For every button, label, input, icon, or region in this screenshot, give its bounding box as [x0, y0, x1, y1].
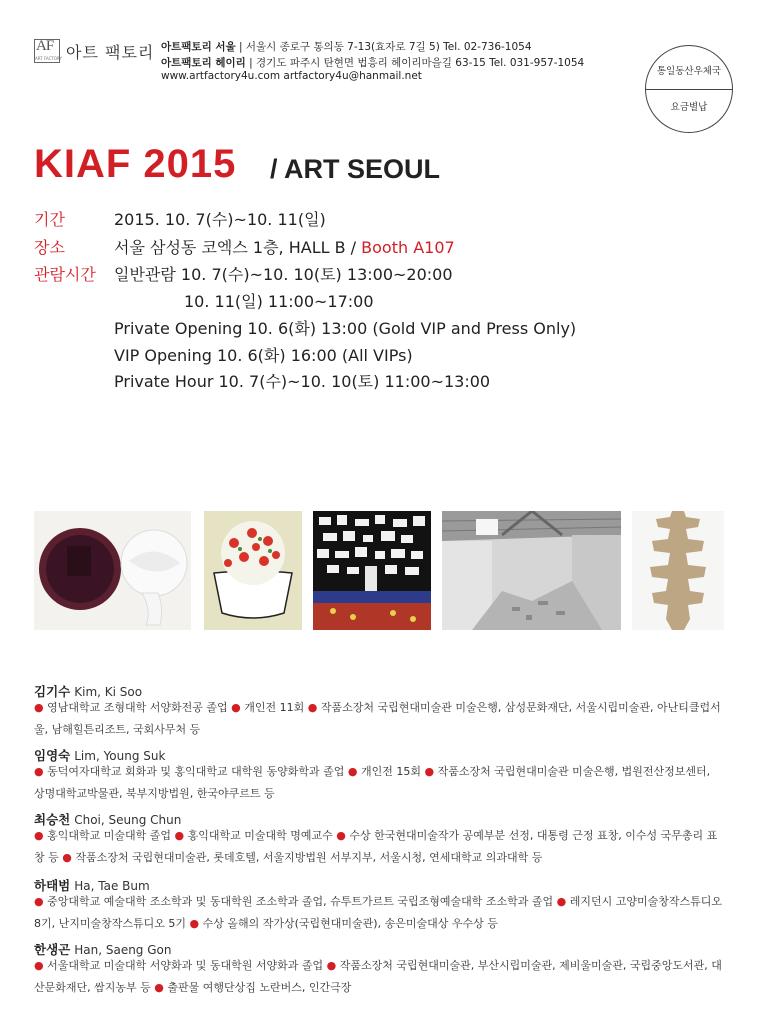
- address-heyri: 아트팩토리 헤이리 | 경기도 파주시 탄현면 법흥리 헤이리마을길 63-15 Tel. 031-957-1054: [161, 57, 585, 69]
- bullet-icon: ●: [347, 765, 358, 778]
- stamp-top-text: 통일동산우체국: [656, 66, 722, 77]
- hours-private-opening: Private Opening 10. 6(화) 13:00 (Gold VIP and Press Only): [114, 319, 577, 338]
- hours-vip-opening: VIP Opening 10. 6(화) 16:00 (All VIPs): [114, 346, 413, 365]
- bullet-icon: ●: [556, 895, 567, 908]
- artist-name-en: Choi, Seung Chun: [74, 813, 182, 827]
- artist-description: ● 영남대학교 조형대학 서양화전공 졸업 ● 개인전 11회 ● 작품소장처 국립현대미술관 미술은행, 삼성문화재단, 서울시립미술관, 아난티클럽서울, 남해힐튼리조트, 국회사무처 등: [34, 701, 721, 736]
- venue-value: [114, 235, 455, 258]
- stamp-divider: [646, 89, 732, 90]
- bullet-icon: ●: [189, 917, 200, 930]
- postage-stamp: [645, 45, 733, 133]
- event-subtitle: / ART SEOUL: [270, 154, 441, 184]
- artwork-kim: [34, 511, 191, 630]
- artwork-han: [632, 511, 724, 630]
- booth-text: Booth A107: [361, 238, 455, 257]
- period-label: 기간: [34, 210, 65, 229]
- artwork-choi: [313, 511, 431, 630]
- hours-general: 일반관람 10. 7(수)~10. 10(토) 13:00~20:00: [114, 265, 453, 284]
- stamp-bottom-text: 요금별납: [670, 102, 708, 113]
- hours-private-hour: Private Hour 10. 7(수)~10. 10(토) 11:00~13:00: [114, 372, 491, 391]
- bullet-icon: ●: [34, 959, 44, 972]
- hours-label: 관람시간: [34, 265, 96, 284]
- venue-label: 장소: [34, 238, 65, 257]
- logo-sub: ART FACTORY: [35, 56, 62, 61]
- bullet-icon: ●: [154, 981, 164, 994]
- artwork-lim: [204, 511, 302, 630]
- artist-name-en: Ha, Tae Bum: [74, 879, 150, 893]
- address-seoul: 아트팩토리 서울 | 서울시 종로구 통의동 7-13(효자로 7길 5) Tel. 02-736-1054: [161, 41, 532, 53]
- bullet-icon: ●: [62, 851, 72, 864]
- bullet-icon: ●: [326, 959, 337, 972]
- bullet-icon: ●: [336, 829, 346, 842]
- bullet-icon: ●: [424, 765, 435, 778]
- artist-description: ● 홍익대학교 미술대학 졸업 ● 홍익대학교 미술대학 명예교수 ● 수상 한국현대미술작가 공예부분 선정, 대통령 근정 표창, 이수성 국무총리 표창 등 ● 작품소장처 국립현대미술관, 롯데호텔, 서울지방법원 서부지부, 서울시청, 연세대학교 의과대학 등: [34, 829, 718, 864]
- seoul-name: 아트팩토리 서울: [161, 41, 236, 53]
- artist-description: ● 중앙대학교 예술대학 조소학과 및 동대학원 조소학과 졸업, 슈투트가르트 국립조형예술대학 조소학과 졸업 ● 레지던시 고양미술창작스튜디오 8기, 난지미술창작스튜디오 5기 ● 수상 올해의 작가상(국립현대미술관), 송은미술대상 우수상 등: [34, 895, 722, 930]
- web-contact[interactable]: www.artfactory4u.com artfactory4u@hanmail.net: [161, 70, 422, 82]
- heyri-info: 경기도 파주시 탄현면 법흥리 헤이리마을길 63-15 Tel. 031-957-1054: [256, 57, 585, 69]
- heyri-name: 아트팩토리 헤이리: [161, 57, 246, 69]
- bullet-icon: ●: [174, 829, 185, 842]
- artist-name-ko: 김기수: [34, 684, 71, 699]
- artist-name-en: Han, Saeng Gon: [74, 943, 172, 957]
- hours-sunday: 10. 11(일) 11:00~17:00: [184, 292, 374, 311]
- bullet-icon: ●: [34, 829, 44, 842]
- seoul-info: 서울시 종로구 통의동 7-13(효자로 7길 5) Tel. 02-736-1054: [245, 41, 532, 53]
- period-value: 2015. 10. 7(수)~10. 11(일): [114, 210, 326, 229]
- artist-description: ● 서울대학교 미술대학 서양화과 및 동대학원 서양화과 졸업 ● 작품소장처 국립현대미술관, 부산시립미술관, 제비울미술관, 국립중앙도서관, 대산문화재단, 쌈지농부 등 ● 출판물 여행단상집 노란버스, 인간극장: [34, 959, 722, 994]
- bullet-icon: ●: [231, 701, 241, 714]
- bullet-icon: ●: [34, 765, 44, 778]
- bullet-icon: ●: [34, 701, 44, 714]
- artist-name-ko: 하태범: [34, 878, 71, 893]
- bullet-icon: ●: [307, 701, 318, 714]
- artist-name-ko: 한생곤: [34, 942, 71, 957]
- artist-name-ko: 임영숙: [34, 748, 71, 763]
- venue-text: 서울 삼성동 코엑스 1층, HALL B /: [114, 238, 362, 257]
- logo-name: 아트 팩토리: [66, 43, 155, 62]
- artist-name-en: Lim, Young Suk: [74, 749, 166, 763]
- event-title: KIAF 2015: [34, 142, 237, 186]
- artist-description: ● 동덕여자대학교 회화과 및 홍익대학교 대학원 동양화학과 졸업 ● 개인전 15회 ● 작품소장처 국립현대미술관 미술은행, 법원전산정보센터, 상명대학교박물관, 북부지방법원, 한국야쿠르트 등: [34, 765, 711, 800]
- artwork-ha: [442, 511, 621, 630]
- artist-name-ko: 최승천: [34, 812, 71, 827]
- bullet-icon: ●: [34, 895, 44, 908]
- artist-name-en: Kim, Ki Soo: [74, 685, 143, 699]
- logo-mark: AF: [36, 38, 54, 54]
